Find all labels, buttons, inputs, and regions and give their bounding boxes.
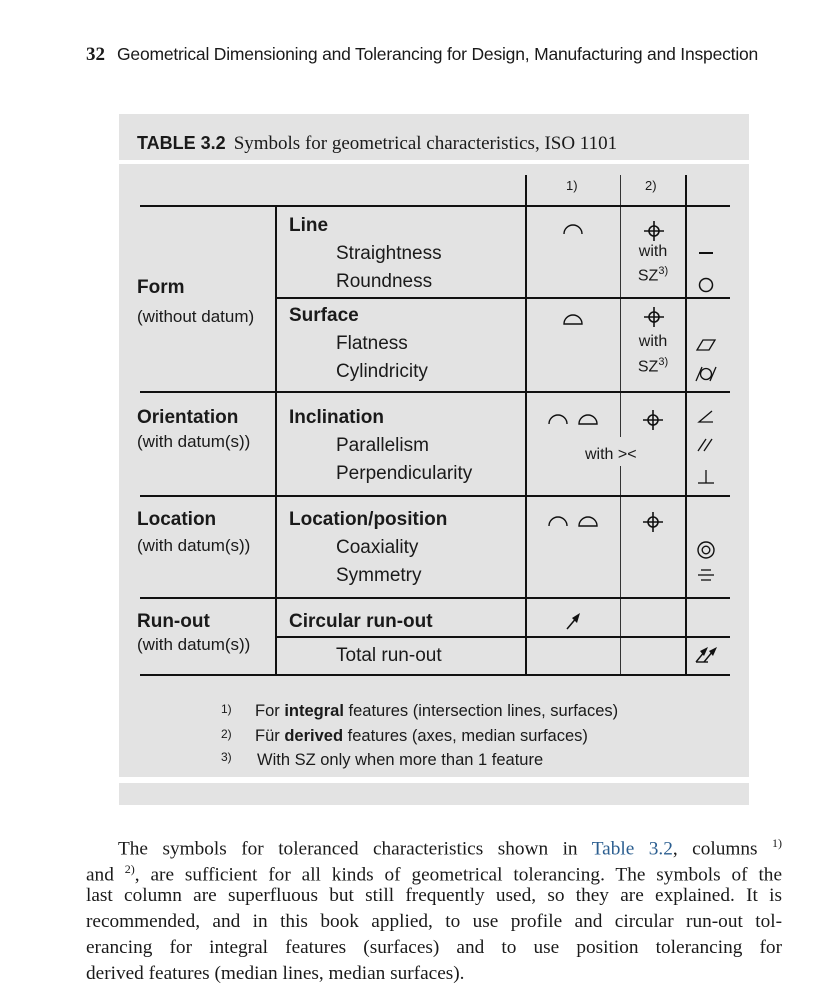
running-title: Geometrical Dimensioning and Tolerancing for Design, Manufacturing and Inspection [117,44,759,64]
line-and-surface-profile-icons [547,412,603,426]
position-icon [642,511,664,533]
cylindricity-icon [694,365,718,383]
col2-with-form-surface: with [638,333,668,350]
surface-profile-icon [562,312,584,326]
rule-orientation-end [140,495,730,497]
group-runout-note: (with datum(s)) [137,635,251,654]
line-profile-icon [562,222,584,236]
group-orientation: Orientation [137,407,239,428]
rule-table-end [140,674,730,676]
item-parallelism: Parallelism [336,435,429,456]
item-perpendicularity: Perpendicularity [336,463,473,484]
divider-col1 [525,175,527,675]
col-header-2: 2) [645,178,657,193]
divider-col2-b [620,466,621,675]
straightness-icon [697,248,715,258]
position-icon [643,306,665,328]
concentricity-icon [696,540,716,560]
category-location-position: Location/position [289,509,448,530]
divider-col3 [685,175,687,675]
flatness-icon [695,338,717,352]
group-orientation-note: (with datum(s)) [137,432,251,451]
body-line-6: derived features (median lines, median surfaces). [86,963,465,985]
group-form-note: (without datum) [137,307,255,326]
col2-sz-form-line: SZ$^{3)}$ [637,265,669,285]
item-coaxiality: Coaxiality [336,537,419,558]
divider-group [275,206,277,675]
rule-header [140,205,730,207]
category-circular-runout: Circular run-out [289,611,433,632]
col2-with-form-line: with [638,243,668,260]
item-straightness: Straightness [336,243,442,264]
body-line-2: and $^{2)}$, are sufficient for all kinds of geometrical tolerancing. The symbols of the [86,862,783,886]
position-icon [642,409,664,431]
body-line-3: last column are superfluous but still frequently used, so they are explained. It is [86,884,782,906]
col-header-1: 1) [566,178,578,193]
orientation-span-note: with >< [585,446,637,463]
body-paragraph [86,830,782,988]
group-location: Location [137,509,217,530]
category-surface: Surface [289,305,359,326]
perpendicularity-icon [697,469,715,485]
table-caption-label: TABLE 3.2 [137,133,226,153]
rule-runout-mid [275,636,730,638]
group-runout: Run-out [137,611,210,632]
symmetry-icon [696,568,716,582]
rule-form-mid [275,297,730,299]
group-form: Form [137,277,185,298]
item-flatness: Flatness [336,333,408,354]
body-line-1: The symbols for toleranced characteristics shown in Table 3.2, columns $^{1)}$ [118,836,782,860]
footnote-mark-2: 2) [221,727,232,741]
total-runout-icon [694,645,720,665]
roundness-icon [697,276,715,294]
item-cylindricity: Cylindricity [336,361,428,382]
item-roundness: Roundness [336,271,433,292]
item-symmetry: Symmetry [336,565,422,586]
body-line-4: recommended, and in this book applied, to use profile and circular run-out tol- [86,910,782,932]
footnote-1: For integral features (intersection lines, surfaces) [255,702,619,720]
angularity-icon [696,410,716,424]
footnote-2: Für derived features (axes, median surfaces) [255,727,588,745]
table-reference-link[interactable]: Table 3.2 [591,838,673,860]
footnote-3: With SZ only when more than 1 feature [257,751,544,769]
table-caption-text: Symbols for geometrical characteristics, ISO 1101 [233,133,618,154]
col2-sz-form-surface: SZ$^{3)}$ [637,356,669,376]
parallelism-icon [696,438,716,452]
category-line: Line [289,215,329,236]
footnote-mark-3: 3) [221,750,232,764]
rule-form-end [140,391,730,393]
line-and-surface-profile-icons [547,514,603,528]
rule-location-end [140,597,730,599]
item-total-runout: Total run-out [336,645,442,666]
body-line-5: erancing for integral features (surfaces) and to use position tolerancing for [86,937,782,959]
position-icon [643,220,665,242]
page-number: 32 [86,44,105,65]
category-inclination: Inclination [289,407,384,428]
footnote-mark-1: 1) [221,702,232,716]
group-location-note: (with datum(s)) [137,536,251,555]
divider-col2-a [620,175,621,437]
circular-runout-icon [564,612,582,632]
